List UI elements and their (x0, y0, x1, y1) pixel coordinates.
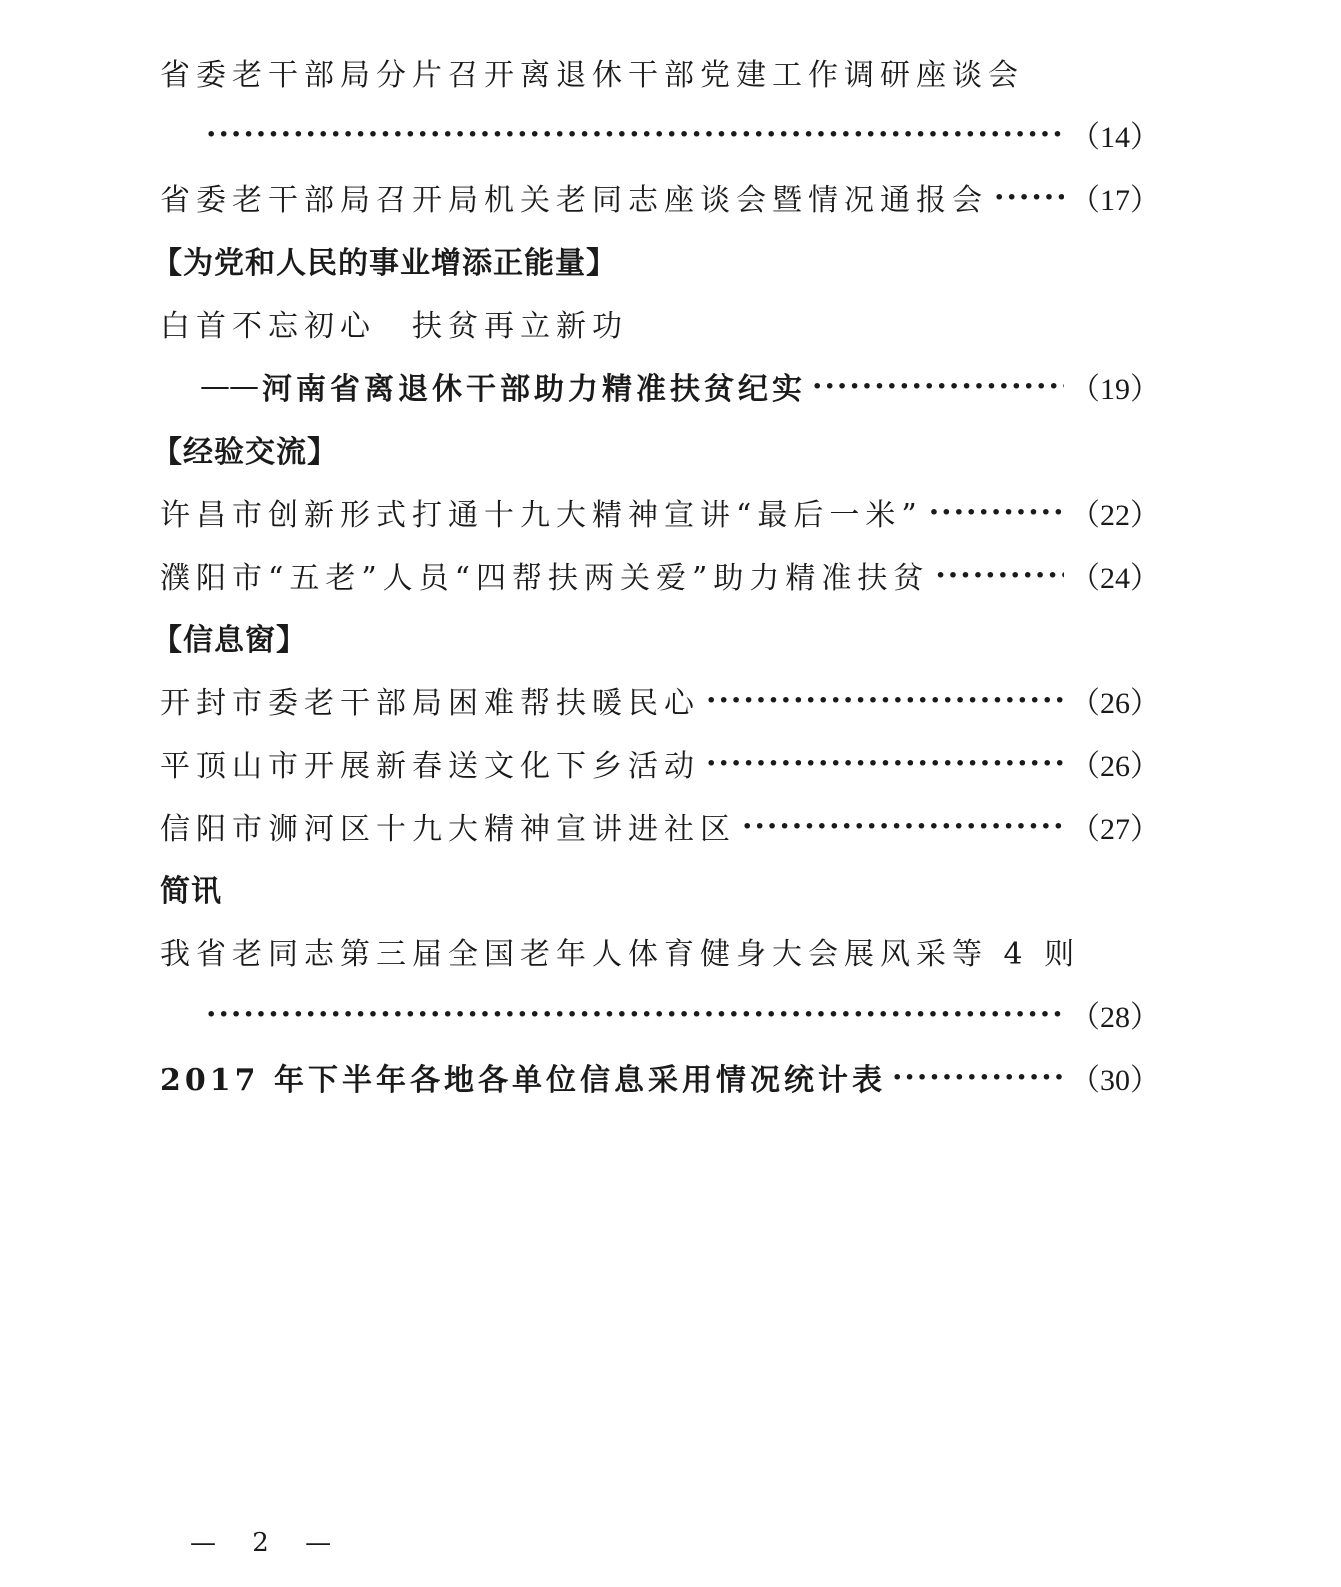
dot-leader (706, 746, 1064, 781)
dot-leader (929, 495, 1064, 530)
toc-entry (160, 175, 1160, 219)
dot-leader (206, 997, 1064, 1032)
dot-leader (706, 683, 1064, 718)
toc-entry-title: 白首不忘初心 扶贫再立新功 (160, 309, 628, 344)
toc-section-heading: 简讯 (160, 874, 222, 909)
toc-entry (160, 301, 1160, 345)
toc-entry-title: 2017 年下半年各地各单位信息采用情况统计表 (160, 1063, 886, 1098)
toc-entry (160, 50, 1160, 94)
toc-section-heading: 【信息窗】 (152, 623, 307, 658)
toc-page-number: （19） (1070, 373, 1160, 406)
toc-page-number: （14） (1070, 121, 1160, 154)
subtitle-dash: —— (200, 368, 258, 404)
toc-page-number: （30） (1070, 1064, 1160, 1097)
dot-leader (935, 558, 1064, 593)
toc-page-number: （27） (1070, 813, 1160, 846)
toc-entry (160, 804, 1160, 848)
dot-leader (206, 117, 1064, 152)
toc-entry-title: 许昌市创新形式打通十九大精神宣讲“最后一米” (160, 498, 923, 533)
toc-entry-title: 省委老干部局召开局机关老同志座谈会暨情况通报会 (160, 183, 988, 218)
page-number-footer: — 2 — (190, 1528, 346, 1558)
toc-entry-title: 濮阳市“五老”人员“四帮扶两关爱”助力精准扶贫 (160, 561, 930, 596)
toc-page-number: （17） (1070, 184, 1160, 217)
toc-page-number: （28） (1070, 1001, 1160, 1034)
toc-section-heading: 【经验交流】 (152, 435, 338, 470)
toc-entry (160, 1055, 1160, 1099)
toc-page-number: （24） (1070, 562, 1160, 595)
toc-entry-title: 省委老干部局分片召开离退休干部党建工作调研座谈会 (160, 58, 1024, 93)
dot-leader (892, 1060, 1064, 1095)
dot-leader (994, 180, 1064, 215)
toc-entry-title: 开封市委老干部局困难帮扶暖民心 (160, 686, 700, 721)
toc-entry (160, 678, 1160, 722)
toc-entry (160, 741, 1160, 785)
dot-leader (742, 809, 1064, 844)
toc-entry (160, 929, 1160, 973)
toc-entry-leader (200, 112, 1160, 156)
dot-leader (812, 369, 1064, 404)
toc-entry-subtitle-row (200, 364, 1160, 408)
toc-entry (160, 553, 1160, 597)
toc-entry-title: 信阳市浉河区十九大精神宣讲进社区 (160, 812, 736, 847)
toc-page-number: （26） (1070, 750, 1160, 783)
toc-entry-title: 我省老同志第三届全国老年人体育健身大会展风采等 4 则 (160, 937, 1081, 972)
toc-entry (160, 490, 1160, 534)
toc-page-number: （22） (1070, 499, 1160, 532)
toc-entry-subtitle: 河南省离退休干部助力精准扶贫纪实 (262, 372, 806, 407)
toc-entry-title: 平顶山市开展新春送文化下乡活动 (160, 749, 700, 784)
toc-entry-leader (200, 992, 1160, 1036)
toc-section-heading: 【为党和人民的事业增添正能量】 (152, 246, 617, 281)
toc-page-number: （26） (1070, 687, 1160, 720)
